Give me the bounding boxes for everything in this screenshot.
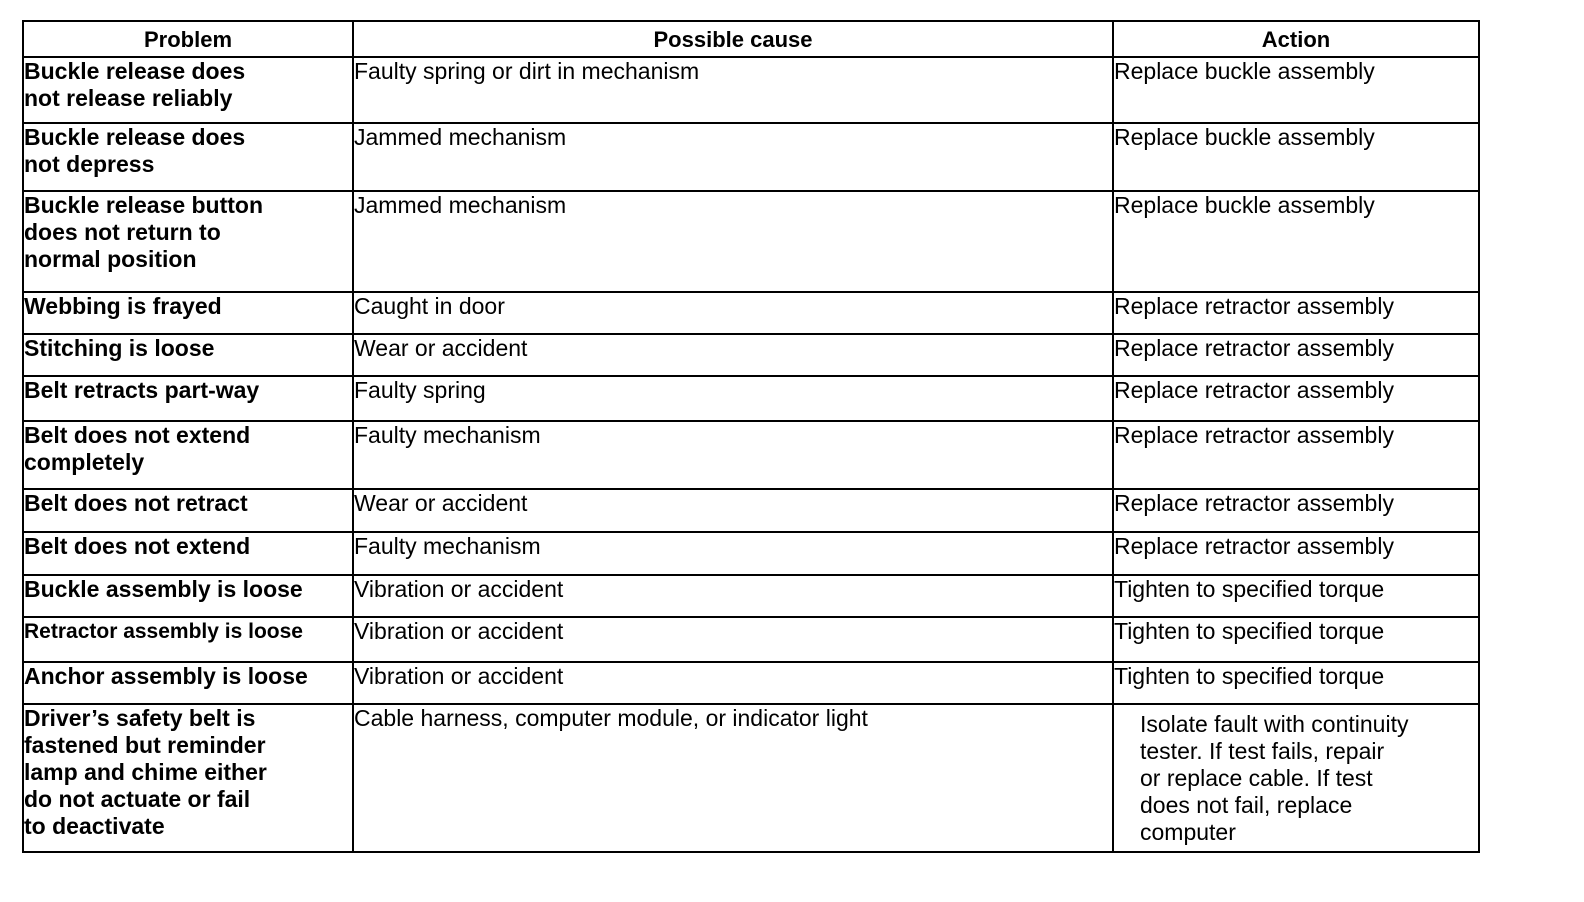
table-row [23, 123, 1479, 191]
action-cell: Replace retractor assembly [1113, 334, 1479, 376]
action-cell: Replace retractor assembly [1113, 532, 1479, 575]
problem-cell: Belt does not extend completely [23, 421, 353, 489]
cause-cell: Cable harness, computer module, or indicator light [353, 704, 1113, 852]
cause-cell: Vibration or accident [353, 575, 1113, 617]
table-row [23, 292, 1479, 334]
table-row [23, 376, 1479, 421]
table-row [23, 704, 1479, 852]
header-problem: Problem [23, 21, 353, 57]
cause-cell: Vibration or accident [353, 617, 1113, 662]
header-action: Action [1113, 21, 1479, 57]
problem-cell: Anchor assembly is loose [23, 662, 353, 704]
action-cell: Replace retractor assembly [1113, 376, 1479, 421]
problem-cell: Belt does not extend [23, 532, 353, 575]
action-cell: Replace buckle assembly [1113, 57, 1479, 123]
cause-cell: Caught in door [353, 292, 1113, 334]
table-row [23, 617, 1479, 662]
table-row [23, 191, 1479, 292]
table-row [23, 532, 1479, 575]
table-row [23, 575, 1479, 617]
problem-cell: Buckle release does not release reliably [23, 57, 353, 123]
table-row [23, 489, 1479, 532]
cause-cell: Vibration or accident [353, 662, 1113, 704]
problem-cell: Buckle release does not depress [23, 123, 353, 191]
cause-cell: Faulty mechanism [353, 421, 1113, 489]
problem-cell: Stitching is loose [23, 334, 353, 376]
cause-cell: Wear or accident [353, 489, 1113, 532]
troubleshooting-table [22, 20, 1480, 853]
action-cell: Replace buckle assembly [1113, 191, 1479, 292]
problem-cell: Belt does not retract [23, 489, 353, 532]
cause-cell: Faulty spring or dirt in mechanism [353, 57, 1113, 123]
action-cell: Replace retractor assembly [1113, 489, 1479, 532]
problem-cell: Retractor assembly is loose [23, 617, 353, 662]
problem-cell: Belt retracts part-way [23, 376, 353, 421]
action-cell: Replace retractor assembly [1113, 421, 1479, 489]
header-row [23, 21, 1479, 57]
problem-cell: Webbing is frayed [23, 292, 353, 334]
header-possible-cause: Possible cause [353, 21, 1113, 57]
problem-cell: Buckle assembly is loose [23, 575, 353, 617]
action-cell: Tighten to specified torque [1113, 617, 1479, 662]
cause-cell: Jammed mechanism [353, 123, 1113, 191]
action-cell: Isolate fault with continuity tester. If test fails, repair or replace cable. If test does not fail, replace computer [1113, 704, 1479, 852]
cause-cell: Faulty mechanism [353, 532, 1113, 575]
problem-cell: Buckle release button does not return to normal position [23, 191, 353, 292]
action-cell: Tighten to specified torque [1113, 662, 1479, 704]
table-row [23, 662, 1479, 704]
problem-cell: Driver’s safety belt is fastened but reminder lamp and chime either do not actuate or fail to deactivate [23, 704, 353, 852]
cause-cell: Jammed mechanism [353, 191, 1113, 292]
action-cell: Tighten to specified torque [1113, 575, 1479, 617]
action-cell: Replace retractor assembly [1113, 292, 1479, 334]
table-row [23, 334, 1479, 376]
table-row [23, 421, 1479, 489]
table-row [23, 57, 1479, 123]
cause-cell: Faulty spring [353, 376, 1113, 421]
cause-cell: Wear or accident [353, 334, 1113, 376]
action-cell: Replace buckle assembly [1113, 123, 1479, 191]
